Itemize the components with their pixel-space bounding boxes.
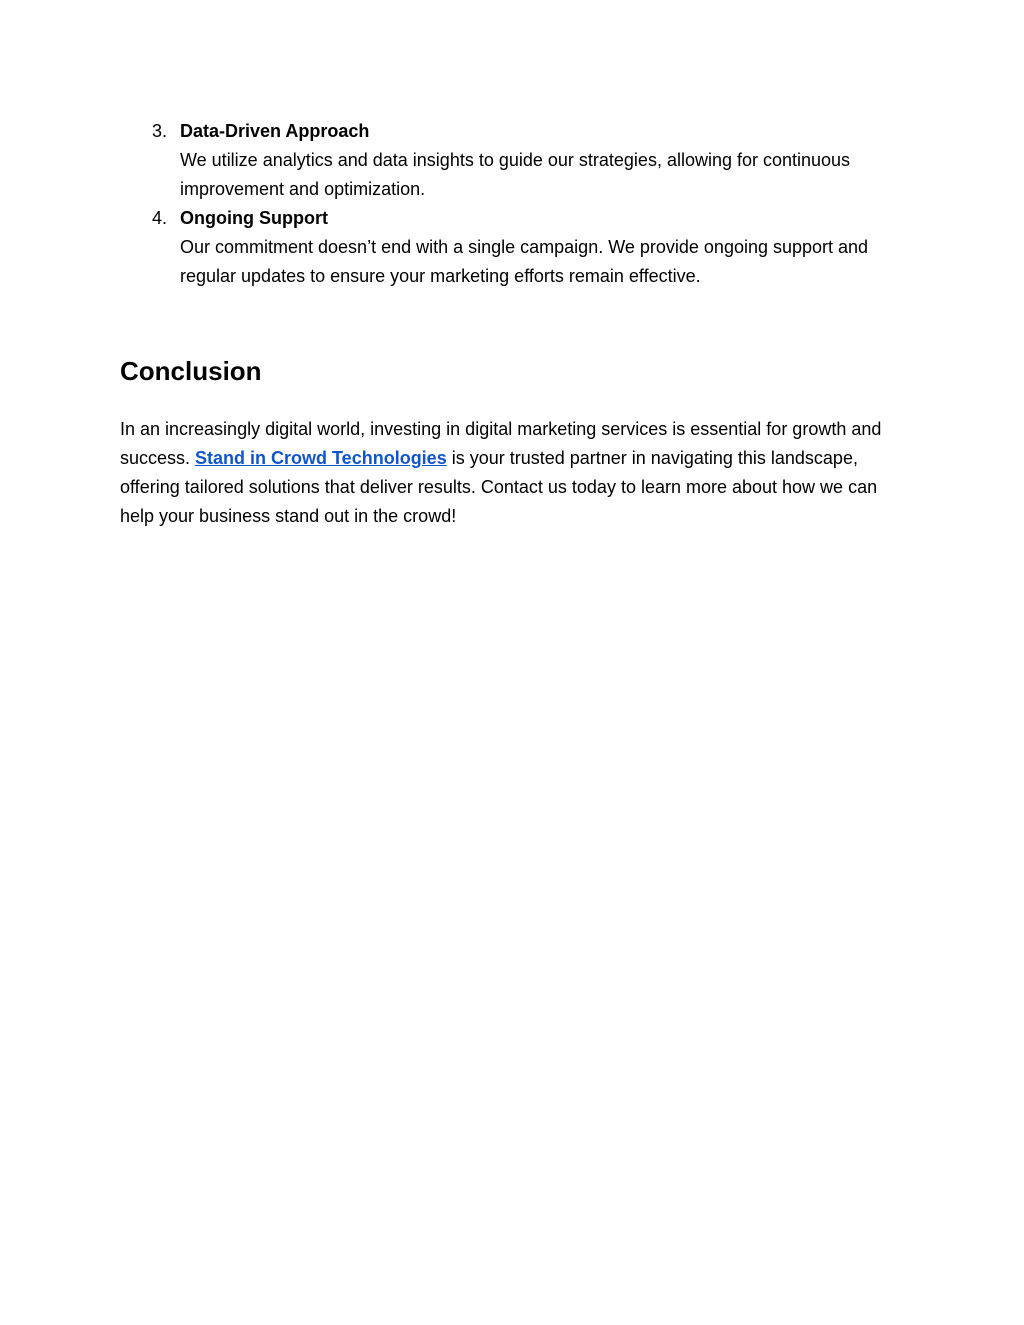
- list-item-body: [180, 204, 904, 291]
- numbered-list: [152, 117, 904, 291]
- list-item-body: [180, 117, 904, 204]
- list-item-ongoing-support: [152, 204, 904, 291]
- list-item-description: We utilize analytics and data insights to guide our strategies, allowing for continuous improvement and optimization.: [180, 150, 851, 199]
- conclusion-heading: Conclusion: [120, 356, 262, 386]
- list-item-number: 3.: [152, 121, 168, 141]
- list-item-number: 4.: [152, 208, 168, 228]
- list-item-title: Ongoing Support: [180, 208, 328, 228]
- conclusion-paragraph: [120, 415, 904, 531]
- stand-in-crowd-technologies-link[interactable]: Stand in Crowd Technologies: [195, 448, 447, 468]
- list-item-description: Our commitment doesn’t end with a single campaign. We provide ongoing support and regular updates to ensure your marketing efforts remain effective.: [180, 237, 869, 286]
- conclusion-text-after-link: is your trusted partner in navigating this landscape, offering tailored solutions that deliver results. Contact us today to learn more about how we can help your business stand out in the crowd!: [120, 448, 878, 526]
- conclusion-text-before-link: In an increasingly digital world, investing in digital marketing services is essential for growth and success.: [120, 419, 882, 468]
- list-item-data-driven-approach: [152, 117, 904, 204]
- list-item-title: Data-Driven Approach: [180, 121, 370, 141]
